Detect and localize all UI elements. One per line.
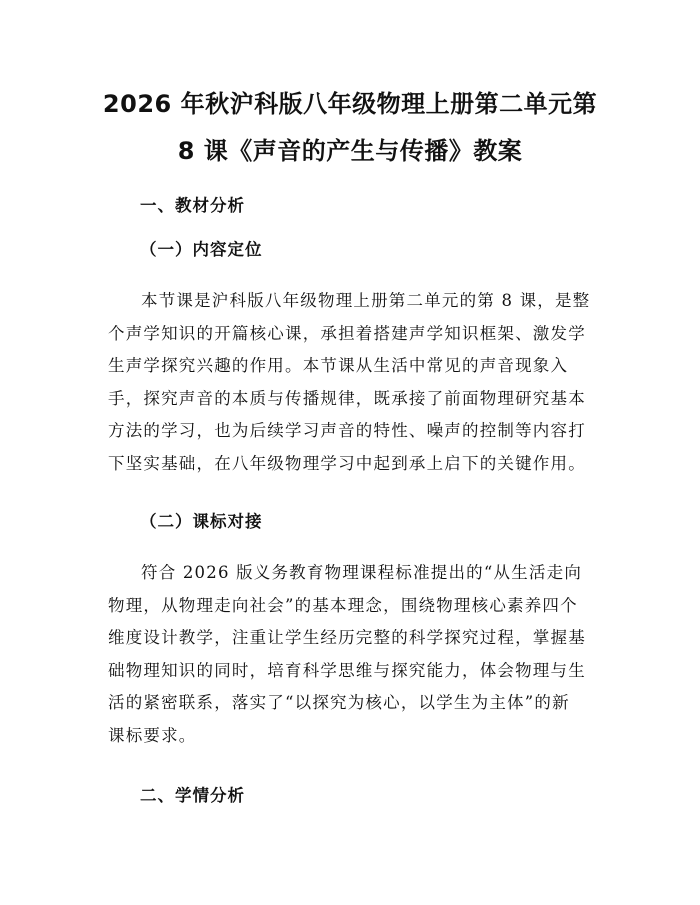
paragraph-line: 础物理知识的同时，培育科学思维与探究能力，体会物理与生 bbox=[108, 660, 586, 680]
paragraph-content-positioning bbox=[108, 285, 596, 480]
paragraph-line: 活的紧密联系，落实了“以探究为核心，以学生为主体”的新 bbox=[108, 693, 570, 712]
document-title-line-2: 8 课《声音的产生与传播》教案 bbox=[177, 137, 523, 165]
section-heading-student-analysis: 二、学情分析 bbox=[140, 786, 245, 805]
paragraph-line: 生声学探究兴趣的作用。本节课从生活中常见的声音现象入 bbox=[108, 356, 569, 375]
paragraph-line: 个声学知识的开篇核心课，承担着搭建声学知识框架、激发学 bbox=[108, 323, 586, 343]
paragraph-line: 课标要求。 bbox=[108, 725, 197, 745]
section-heading-teaching-material-analysis: 一、教材分析 bbox=[140, 196, 245, 215]
subsection-heading-curriculum-alignment: （二）课标对接 bbox=[140, 512, 263, 531]
subsection-heading-content-positioning: （一）内容定位 bbox=[140, 240, 263, 259]
paragraph-line: 维度设计教学，注重让学生经历完整的科学探究过程，掌握基 bbox=[108, 628, 586, 647]
paragraph-line: 方法的学习，也为后续学习声音的特性、噪声的控制等内容打 bbox=[108, 421, 586, 440]
paragraph-line: 物理，从物理走向社会”的基本理念，围绕物理核心素养四个 bbox=[108, 595, 578, 615]
paragraph-curriculum-alignment bbox=[108, 557, 596, 752]
document-title-line-1: 2026 年秋沪科版八年级物理上册第二单元第 bbox=[102, 90, 598, 118]
paragraph-line: 符合 2026 版义务教育物理课程标准提出的“从生活走向 bbox=[141, 563, 583, 582]
paragraph-line: 本节课是沪科版八年级物理上册第二单元的第 8 课，是整 bbox=[141, 291, 591, 310]
paragraph-line: 下坚实基础，在八年级物理学习中起到承上启下的关键作用。 bbox=[108, 453, 586, 473]
paragraph-line: 手，探究声音的本质与传播规律，既承接了前面物理研究基本 bbox=[108, 388, 586, 408]
